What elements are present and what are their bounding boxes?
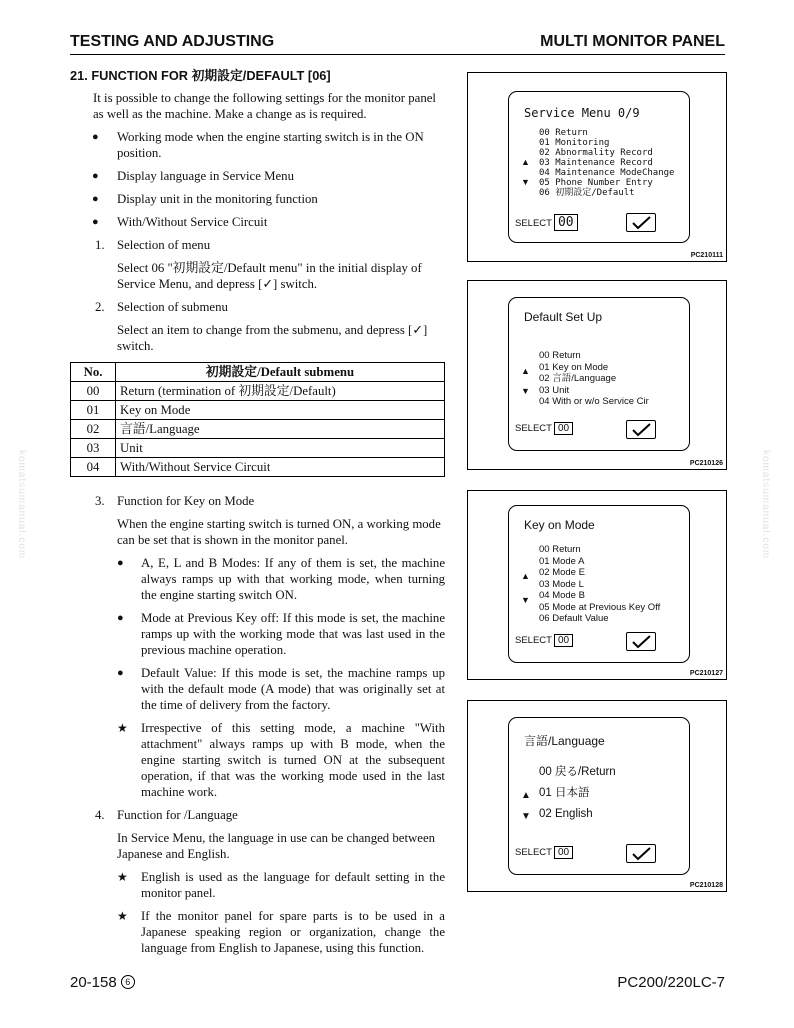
menu-item: 05 Phone Number Entry: [539, 178, 653, 188]
menu-list: [539, 350, 649, 408]
star-icon: ★: [117, 870, 128, 884]
up-arrow-icon: ▲: [521, 571, 530, 581]
watermark-right: komatsumanual.com: [760, 450, 771, 560]
scroll-arrows: [521, 361, 530, 401]
main-text-column: [70, 68, 445, 963]
intro-paragraph: It is possible to change the following settings for the monitor panel as well as the machine. Make a change as is required.: [93, 91, 436, 121]
menu-item: 03 Unit: [539, 384, 570, 396]
star-icon: ★: [117, 721, 128, 735]
select-field: SELECT 00: [515, 422, 573, 435]
step-3-title: 3. Function for Key on Mode: [95, 494, 255, 508]
scroll-arrows: [521, 564, 530, 612]
select-value-box: 00: [554, 634, 573, 647]
page-number: 20-158 6: [70, 974, 135, 991]
step-4-title: 4. Function for /Language: [95, 808, 238, 822]
down-arrow-icon: ▼: [521, 386, 530, 396]
up-arrow-icon: ▲: [521, 366, 530, 376]
confirm-check-icon: [626, 632, 656, 651]
step-1-title: 1. Selection of menu: [95, 238, 211, 252]
table-row: 02 言語/Language: [71, 420, 445, 439]
menu-item: 02 Mode E: [539, 567, 585, 578]
menu-list: [539, 762, 616, 825]
confirm-check-icon: [626, 844, 656, 863]
figure-label: PC210111: [690, 252, 723, 259]
monitor-screen: [508, 505, 690, 663]
confirm-check-icon: [626, 420, 656, 439]
menu-item: 02 Abnormality Record: [539, 148, 653, 158]
bullet-icon: ●: [117, 557, 124, 569]
list-item: ● Working mode when the engine starting switch is in the ON position.: [92, 130, 424, 160]
menu-item: 04 With or w/o Service Cir: [539, 396, 649, 407]
monitor-screen: [508, 297, 690, 451]
figure-label: PC210126: [689, 460, 723, 467]
menu-item: 06 初期設定/Default: [539, 188, 635, 198]
menu-item: 01 Mode A: [539, 555, 585, 567]
menu-item: 04 Maintenance ModeChange: [539, 168, 675, 178]
list-item: ● Mode at Previous Key off: If this mode is set, the machine ramps up with the working mode that was last used in the previous machine operation.: [117, 611, 445, 657]
menu-item: 05 Mode at Previous Key Off: [539, 601, 661, 613]
header-section-title: TESTING AND ADJUSTING: [70, 33, 275, 50]
bullet-icon: ●: [117, 612, 124, 624]
table-header-row: [71, 363, 445, 382]
select-value-box: 00: [554, 214, 578, 231]
menu-item: 00 Return: [539, 350, 581, 361]
menu-item: 03 Mode L: [539, 578, 584, 590]
screen-title: Key on Mode: [524, 518, 595, 532]
model-name: PC200/220LC-7: [617, 974, 725, 991]
menu-item: 06 Default Value: [539, 613, 609, 624]
menu-item: 00 Return: [539, 544, 581, 555]
step-2-text: Select an item to change from the submenu, and depress [✓] switch.: [117, 323, 428, 353]
figure-default-set-up: [467, 280, 727, 470]
menu-item: 04 Mode B: [539, 590, 585, 601]
bullet-icon: ●: [92, 193, 99, 205]
column-header-submenu: 初期設定/Default submenu: [116, 363, 445, 382]
down-arrow-icon: ▼: [521, 811, 531, 822]
step-4-text: In Service Menu, the language in use can be changed between Japanese and English.: [117, 831, 436, 861]
step-3-text: When the engine starting switch is turned ON, a working mode can be set that is shown in the monitor panel.: [117, 517, 441, 547]
menu-item: 02 English: [539, 808, 593, 820]
figure-service-menu: [467, 72, 727, 262]
revision-badge: 6: [121, 975, 135, 989]
list-item: ● With/Without Service Circuit: [92, 215, 268, 229]
page-header: [70, 32, 725, 55]
table-row: 03 Unit: [71, 439, 445, 458]
figure-label: PC210127: [689, 670, 723, 677]
down-arrow-icon: ▼: [521, 595, 530, 605]
figure-language: [467, 700, 727, 892]
monitor-screen: [508, 717, 690, 875]
figure-key-on-mode: [467, 490, 727, 680]
select-field: SELECT 00: [515, 846, 573, 859]
step-1-text: Select 06 "初期設定/Default menu" in the initial display of Service Menu, and depress [✓] switch.: [117, 261, 422, 291]
menu-item: 00 Return: [539, 128, 588, 138]
note-item: ★ If the monitor panel for spare parts is to be used in a Japanese speaking region or organization, change the language from English to Japanese, using this function.: [117, 909, 445, 955]
list-item: ● A, E, L and B Modes: If any of them is set, the machine always ramps up with that working mode, when turning the engine starting switch ON.: [117, 556, 445, 602]
down-arrow-icon: ▼: [521, 177, 530, 187]
screen-title: Default Set Up: [524, 310, 603, 324]
up-arrow-icon: ▲: [521, 790, 531, 801]
note-item: ★ Irrespective of this setting mode, a machine "With attachment" always ramps up with B mode, when the engine starting switch is turned ON at the subsequent operation, if that was the working mode used in the last machine work.: [117, 721, 445, 799]
menu-item: 01 日本語: [539, 787, 590, 799]
bullet-icon: ●: [92, 170, 99, 182]
header-chapter-title: MULTI MONITOR PANEL: [540, 33, 725, 50]
default-submenu-table: [70, 362, 445, 477]
menu-item: 01 Monitoring: [539, 138, 610, 148]
select-value-box: 00: [554, 846, 573, 859]
column-header-no: No.: [71, 363, 116, 382]
menu-list: [539, 128, 674, 198]
list-item: ● Display language in Service Menu: [92, 169, 294, 183]
menu-item: 03 Maintenance Record: [539, 158, 653, 168]
menu-list: [539, 544, 660, 625]
table-row: 01 Key on Mode: [71, 401, 445, 420]
list-item: ● Default Value: If this mode is set, the machine ramps up with the default mode (A mode) that was originally set at the time of delivery from the factory.: [117, 666, 445, 712]
bullet-icon: ●: [92, 216, 99, 228]
confirm-check-icon: [626, 213, 656, 232]
star-icon: ★: [117, 909, 128, 923]
table-row: 04 With/Without Service Circuit: [71, 458, 445, 477]
menu-item: 02 言語/Language: [539, 373, 617, 384]
select-value-box: 00: [554, 422, 573, 435]
scroll-arrows: [521, 785, 531, 827]
list-item: ● Display unit in the monitoring function: [92, 192, 318, 206]
monitor-screen: [508, 91, 690, 243]
scroll-arrows: [521, 152, 530, 192]
select-field: SELECT 00: [515, 634, 573, 647]
table-row: 00 Return (termination of 初期設定/Default): [71, 382, 445, 401]
screen-title: 言語/Language: [524, 734, 605, 748]
section-title: 21. FUNCTION FOR 初期設定/DEFAULT [06]: [70, 68, 331, 83]
menu-item: 01 Key on Mode: [539, 361, 609, 373]
select-field: SELECT 00: [515, 214, 578, 231]
up-arrow-icon: ▲: [521, 157, 530, 167]
bullet-icon: ●: [92, 131, 99, 143]
bullet-icon: ●: [117, 667, 124, 679]
step-2-title: 2. Selection of submenu: [95, 300, 228, 314]
watermark-left: komatsumanual.com: [16, 450, 27, 560]
screen-title: Service Menu 0/9: [524, 106, 640, 120]
menu-item: 00 戻る/Return: [539, 766, 616, 778]
note-item: ★ English is used as the language for default setting in the monitor panel.: [117, 870, 445, 900]
figure-label: PC210128: [689, 882, 723, 889]
